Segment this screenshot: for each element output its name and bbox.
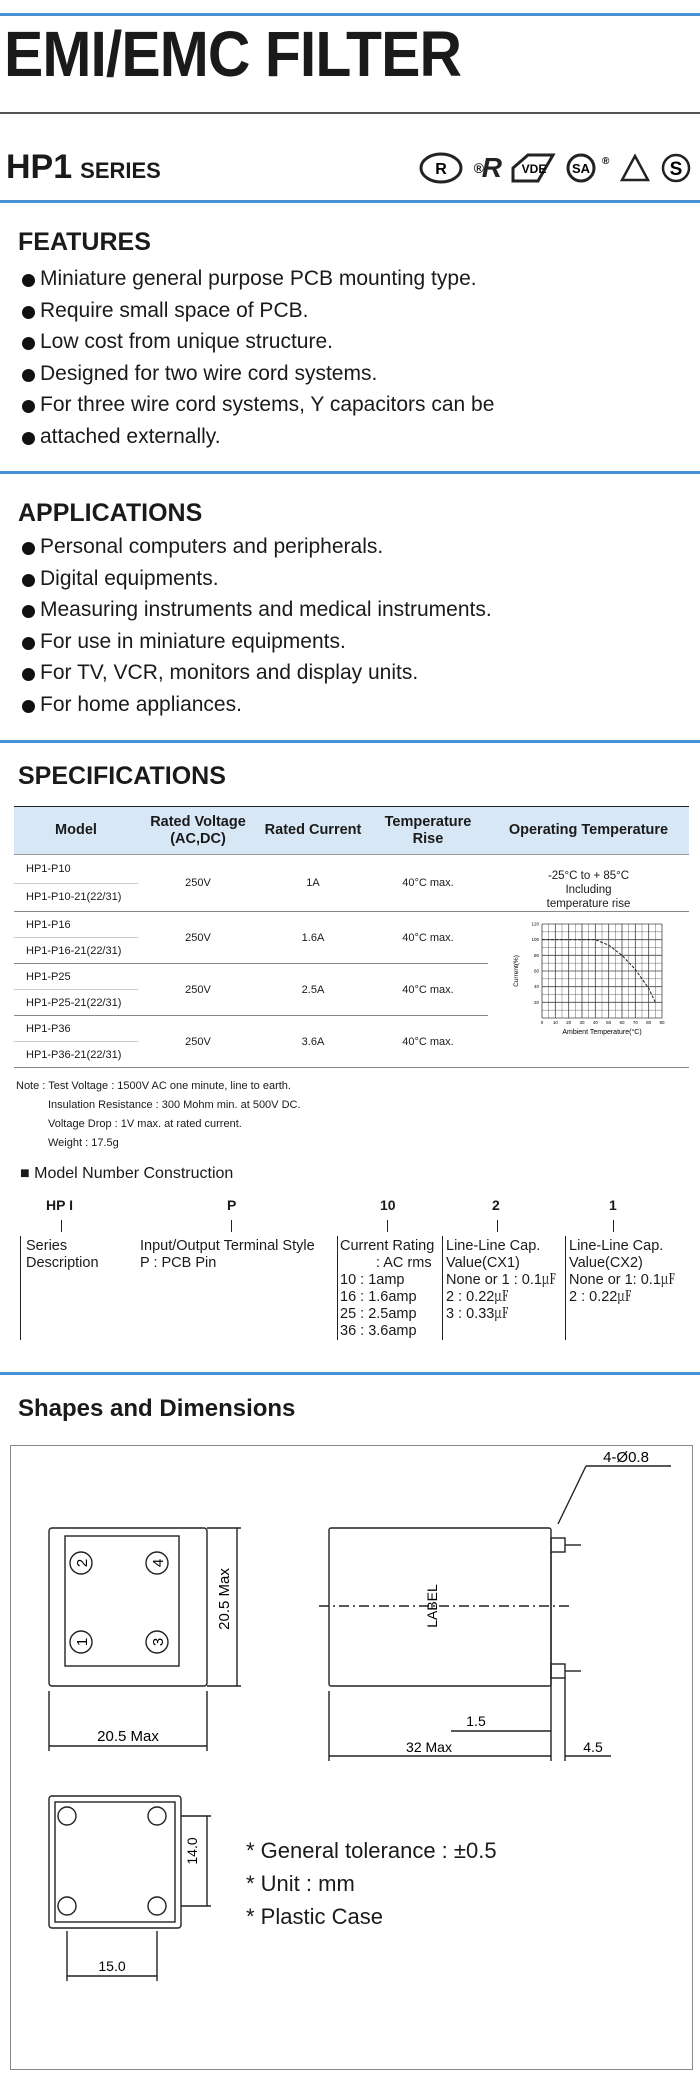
list-item: Measuring instruments and medical instruments. bbox=[22, 594, 492, 626]
col-header: Rated Voltage (AC,DC) bbox=[138, 807, 258, 855]
specifications-title: SPECIFICATIONS bbox=[18, 762, 226, 790]
unit-note: * Unit : mm bbox=[246, 1871, 355, 1896]
ul-recognized-icon: ® R bbox=[473, 152, 500, 183]
svg-text:®: ® bbox=[602, 156, 610, 167]
list-item: Low cost from unique structure. bbox=[22, 326, 494, 358]
table-row: HP1-P16 250V 1.6A 40°C max. 0 10 20 30 40 50 60 70 80 90 20 40 60 80 100 120 Ambient Temperature(°C) Current(%) bbox=[14, 912, 689, 938]
list-item: Digital equipments. bbox=[22, 563, 492, 595]
list-item: Designed for two wire cord systems. bbox=[22, 358, 494, 390]
x-tick-label: 30 bbox=[578, 1020, 585, 1025]
table-row: HP1-P10-21(22/31) bbox=[14, 883, 689, 912]
series-heading bbox=[6, 148, 161, 187]
pin-label: 1 bbox=[74, 1637, 91, 1647]
table-row: HP1-P25 250V 2.5A 40°C max. bbox=[14, 964, 689, 990]
y-tick-label: 20 bbox=[533, 999, 539, 1005]
series-word: SERIES bbox=[80, 158, 161, 183]
table-row: HP1-P36 250V 3.6A 40°C max. bbox=[14, 1016, 689, 1042]
x-tick-label: 60 bbox=[618, 1020, 625, 1025]
pin-label: 4 bbox=[150, 1558, 167, 1568]
y-tick-label: 100 bbox=[530, 937, 539, 943]
table-row: HP1-P16-21(22/31) bbox=[14, 938, 689, 964]
certification-marks bbox=[419, 152, 692, 184]
dim-pin: 4-Ø0.8 bbox=[603, 1449, 649, 1466]
x-tick-label: 90 bbox=[658, 1020, 665, 1025]
list-item: Miniature general purpose PCB mounting type. bbox=[22, 263, 494, 295]
code-current: 10 bbox=[380, 1197, 396, 1213]
col-header: Rated Current bbox=[258, 807, 368, 855]
series-rule bbox=[0, 200, 700, 203]
csa-icon bbox=[566, 152, 610, 184]
list-item: For home appliances. bbox=[22, 689, 492, 721]
y-tick-label: 120 bbox=[530, 921, 539, 927]
bottom-view bbox=[49, 1796, 211, 1981]
x-axis-label: Ambient Temperature(°C) bbox=[561, 1029, 642, 1036]
list-item: For TV, VCR, monitors and display units. bbox=[22, 657, 492, 689]
s-mark-icon bbox=[660, 152, 692, 184]
construction-col-series: Series Description bbox=[26, 1238, 99, 1271]
list-item-continuation: attached externally. bbox=[22, 421, 494, 453]
y-tick-label: 80 bbox=[533, 952, 539, 958]
svg-text:VDE: VDE bbox=[521, 162, 547, 176]
pin-label: 3 bbox=[150, 1637, 167, 1647]
x-tick-label: 80 bbox=[645, 1020, 651, 1025]
list-item: For three wire cord systems, Y capacitors can be bbox=[22, 389, 494, 421]
x-tick-label: 40 bbox=[592, 1020, 598, 1025]
svg-text:SA: SA bbox=[571, 161, 591, 176]
derating-chart-cell bbox=[488, 912, 689, 1068]
note-line: Weight : 17.5g bbox=[48, 1137, 119, 1149]
dim-45: 4.5 bbox=[583, 1739, 603, 1755]
label-marking: LABEL bbox=[424, 1584, 440, 1628]
specifications-rule bbox=[0, 1372, 700, 1375]
dimension-drawing bbox=[10, 1445, 693, 2070]
y-axis-label: Current(%) bbox=[512, 955, 520, 987]
specifications-table bbox=[14, 806, 689, 1068]
tolerance-note: * General tolerance : ±0.5 bbox=[246, 1838, 497, 1863]
code-terminal: P bbox=[227, 1197, 237, 1213]
test-notes bbox=[16, 1077, 301, 1153]
features-list bbox=[22, 263, 494, 452]
x-tick-label: 50 bbox=[605, 1020, 611, 1025]
dim-height: 20.5 Max bbox=[216, 1568, 233, 1630]
page-title: EMI/EMC FILTER bbox=[4, 18, 462, 90]
code-cx1: 2 bbox=[492, 1197, 500, 1213]
dimension-svg bbox=[11, 1446, 694, 2071]
pin-label: 2 bbox=[74, 1558, 91, 1568]
dim-150: 15.0 bbox=[98, 1958, 126, 1974]
vde-icon bbox=[510, 152, 556, 184]
table-row: HP1-P36-21(22/31) bbox=[14, 1042, 689, 1068]
col-header: Model bbox=[14, 807, 138, 855]
construction-col-current: Current Rating : AC rms 10 : 1amp 16 : 1.6amp 25 : 2.5amp 36 : 3.6amp bbox=[340, 1238, 435, 1339]
note-line: Note : Test Voltage : 1500V AC one minute, line to earth. bbox=[16, 1080, 291, 1092]
svg-text:R: R bbox=[435, 161, 448, 178]
side-view bbox=[319, 1466, 671, 1761]
dim-15: 1.5 bbox=[466, 1713, 486, 1729]
table-row: HP1-P10 250V 1A 40°C max. -25°C to + 85°C Including temperature rise bbox=[14, 855, 689, 884]
series-code: HP1 bbox=[6, 148, 73, 186]
operating-temp-cell: -25°C to + 85°C Including temperature rise bbox=[488, 855, 689, 912]
derating-chart bbox=[494, 912, 684, 1052]
list-item: Personal computers and peripherals. bbox=[22, 531, 492, 563]
x-tick-label: 10 bbox=[552, 1020, 558, 1025]
x-tick-label: 0 bbox=[540, 1020, 543, 1025]
col-header: Temperature Rise bbox=[368, 807, 488, 855]
list-item: Require small space of PCB. bbox=[22, 295, 494, 327]
list-item: For use in miniature equipments. bbox=[22, 626, 492, 658]
features-rule bbox=[0, 471, 700, 474]
dim-width: 20.5 Max bbox=[97, 1728, 159, 1745]
dim-14: 14.0 bbox=[184, 1837, 200, 1865]
construction-col-cx2: Line-Line Cap. Value(CX2) None or 1: 0.1㎌ 2 : 0.22㎌ bbox=[569, 1238, 676, 1305]
top-rule bbox=[0, 13, 700, 16]
title-rule bbox=[0, 112, 700, 114]
model-construction-title: ■ Model Number Construction bbox=[20, 1165, 234, 1182]
construction-col-terminal: Input/Output Terminal Style P : PCB Pin bbox=[140, 1238, 315, 1271]
applications-title: APPLICATIONS bbox=[18, 499, 203, 527]
dimensions-title: Shapes and Dimensions bbox=[18, 1395, 296, 1422]
x-tick-label: 70 bbox=[632, 1020, 638, 1025]
table-row: HP1-P25-21(22/31) bbox=[14, 990, 689, 1016]
ul-component-icon bbox=[419, 152, 463, 184]
dim-32: 32 Max bbox=[406, 1739, 452, 1755]
applications-rule bbox=[0, 740, 700, 743]
code-cx2: 1 bbox=[609, 1197, 617, 1213]
note-line: Voltage Drop : 1V max. at rated current. bbox=[48, 1118, 242, 1130]
col-header: Operating Temperature bbox=[488, 807, 689, 855]
code-series: HP I bbox=[46, 1197, 73, 1213]
features-title: FEATURES bbox=[18, 228, 151, 256]
construction-col-cx1: Line-Line Cap. Value(CX1) None or 1 : 0.1㎌ 2 : 0.22㎌ 3 : 0.33㎌ bbox=[446, 1238, 557, 1322]
y-tick-label: 60 bbox=[533, 968, 539, 974]
triangle-mark-icon bbox=[620, 153, 650, 183]
svg-text:S: S bbox=[669, 159, 683, 180]
y-tick-label: 40 bbox=[533, 984, 539, 990]
case-note: * Plastic Case bbox=[246, 1904, 383, 1929]
x-tick-label: 20 bbox=[565, 1020, 571, 1025]
applications-list bbox=[22, 531, 492, 720]
note-line: Insulation Resistance : 300 Mohm min. at 500V DC. bbox=[48, 1099, 301, 1111]
